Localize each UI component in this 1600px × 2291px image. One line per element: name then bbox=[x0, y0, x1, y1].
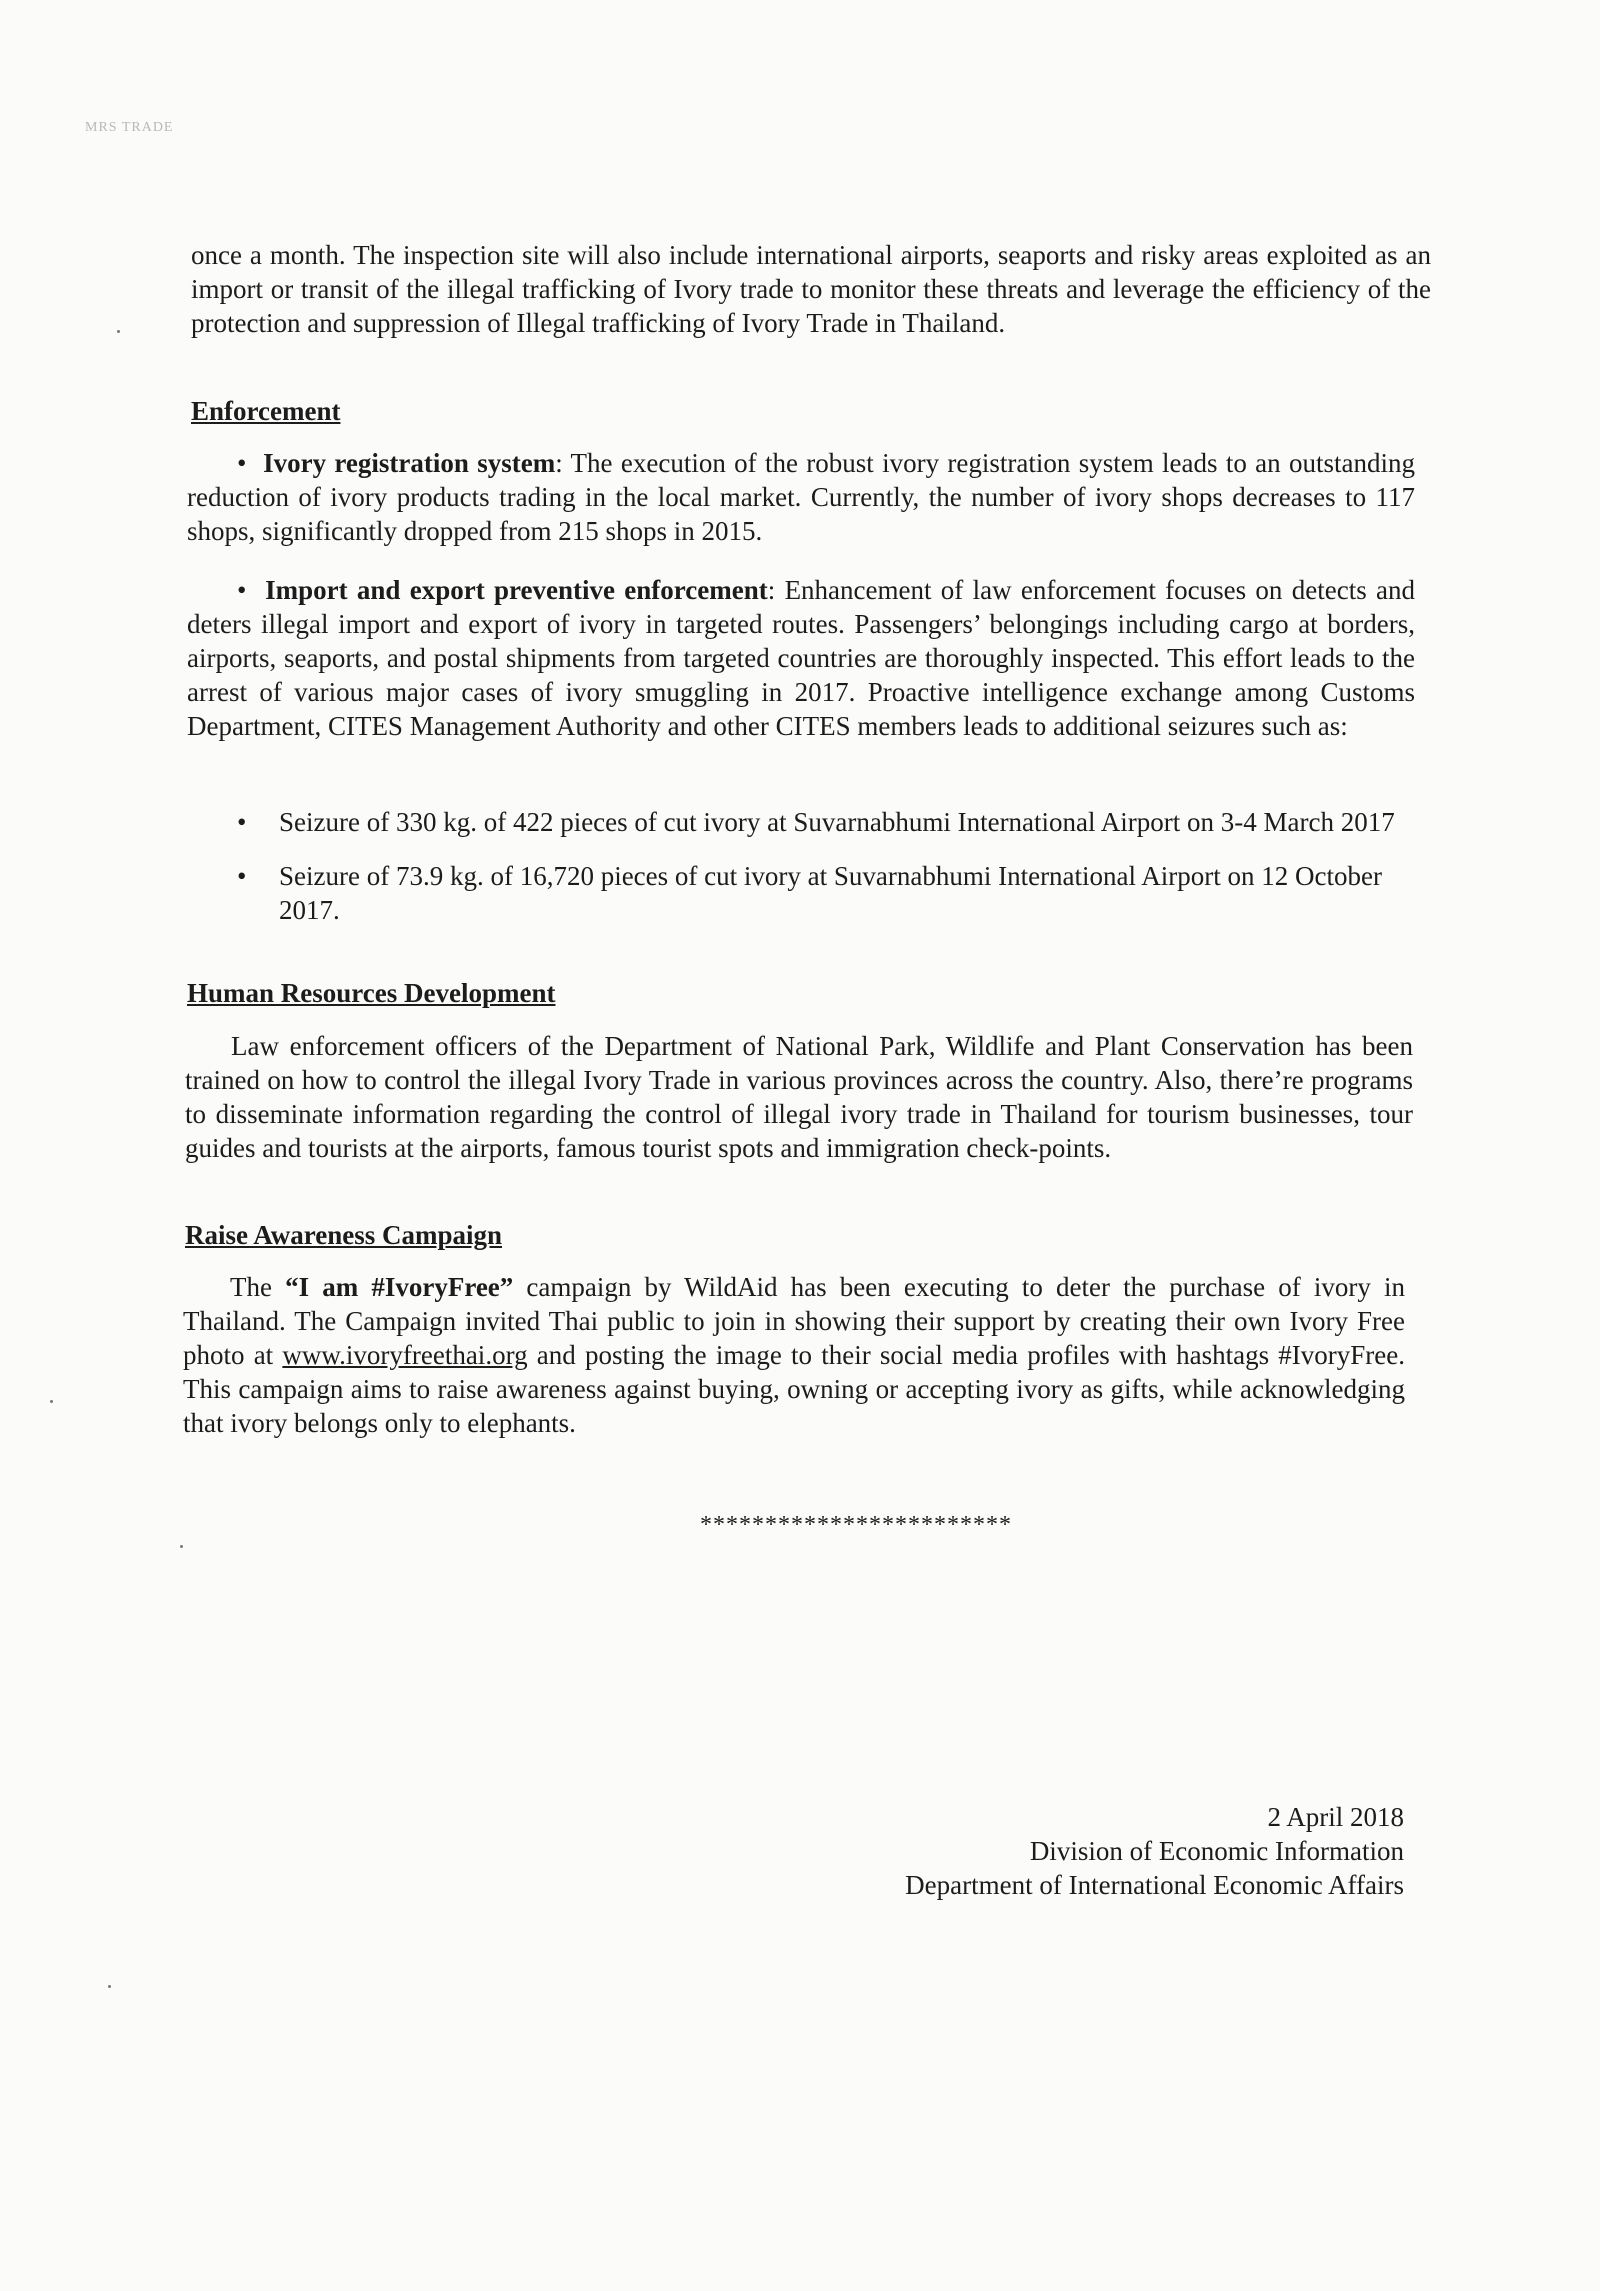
campaign-paragraph bbox=[183, 1270, 1405, 1440]
signature-date: 2 April 2018 bbox=[1267, 1802, 1404, 1832]
registration-paragraph bbox=[187, 446, 1415, 548]
bullet-icon: • bbox=[237, 448, 247, 478]
faint-header-mark: MRS TRADE bbox=[85, 120, 174, 135]
seizure-list bbox=[237, 805, 1417, 947]
import-export-paragraph bbox=[187, 573, 1415, 743]
campaign-heading: Raise Awareness Campaign bbox=[185, 1220, 503, 1250]
intro-paragraph: once a month. The inspection site will also include international airports, seaports and risky areas exploited as an import or transit of the illegal trafficking of Ivory trade to monitor these threats and leverage the efficiency of the protection and suppression of Illegal trafficking of Ivory Trade in Thailand. bbox=[191, 240, 1431, 338]
enforcement-heading: Enforcement bbox=[191, 396, 341, 426]
import-export-title: Import and export preventive enforcement bbox=[265, 575, 768, 605]
campaign-url-link[interactable]: www.ivoryfreethai.org bbox=[282, 1340, 528, 1370]
hrd-heading: Human Resources Development bbox=[187, 978, 556, 1008]
scan-speck bbox=[180, 1545, 183, 1548]
signature-department: Department of International Economic Affairs bbox=[905, 1870, 1404, 1900]
campaign-text-c: and posting the image to their social media profiles with hashtags #IvoryFree. This campaign aims to raise awareness against buying, owning or accepting ivory as gifts, while acknowledging that ivory belongs only to elephants. bbox=[183, 1340, 1405, 1438]
bullet-icon: • bbox=[237, 575, 247, 605]
seizure-text: Seizure of 330 kg. of 422 pieces of cut ivory at Suvarnabhumi International Airport on 3-4 March 2017 bbox=[279, 807, 1395, 837]
separator-stars: ************************ bbox=[700, 1512, 1012, 1538]
registration-title: Ivory registration system bbox=[263, 448, 556, 478]
signature-division: Division of Economic Information bbox=[1029, 1836, 1404, 1866]
list-item bbox=[237, 859, 1417, 927]
campaign-name: “I am #IvoryFree” bbox=[285, 1272, 514, 1302]
campaign-text-b: campaign by WildAid has been executing to deter the purchase of ivory in Thailand. The Campaign invited Thai public to join in showing their support by creating their own Ivory Free photo at bbox=[183, 1272, 1406, 1370]
campaign-text-a: The bbox=[230, 1272, 286, 1302]
bullet-icon: • bbox=[237, 861, 247, 891]
scan-speck bbox=[108, 1985, 111, 1988]
scan-speck bbox=[50, 1400, 53, 1403]
registration-text: : The execution of the robust ivory registration system leads to an outstanding reduction of ivory products trading in the local market. Currently, the number of ivory shops decreases to 117 shops, significantly dropped from 215 shops in 2015. bbox=[187, 448, 1415, 546]
seizure-text: Seizure of 73.9 kg. of 16,720 pieces of cut ivory at Suvarnabhumi International Airport on 12 October 2017. bbox=[279, 861, 1382, 925]
signature-block bbox=[905, 1800, 1404, 1902]
hrd-paragraph: Law enforcement officers of the Department of National Park, Wildlife and Plant Conservation has been trained on how to control the illegal Ivory Trade in various provinces across the country. Also, there’re programs to disseminate information regarding the control of illegal ivory trade in Thailand for tourism businesses, tour guides and tourists at the airports, famous tourist spots and immigration check-points. bbox=[185, 1031, 1413, 1163]
bullet-icon: • bbox=[237, 807, 247, 837]
scan-speck bbox=[117, 330, 120, 333]
import-export-text: : Enhancement of law enforcement focuses on detects and deters illegal import and export of ivory in targeted routes. Passengers’ belongings including cargo at borders, airports, seaports, and postal shipments from targeted countries are thoroughly inspected. This effort leads to the arrest of various major cases of ivory smuggling in 2017. Proactive intelligence exchange among Customs Department, CITES Management Authority and other CITES members leads to additional seizures such as: bbox=[187, 575, 1415, 741]
list-item bbox=[237, 805, 1417, 839]
